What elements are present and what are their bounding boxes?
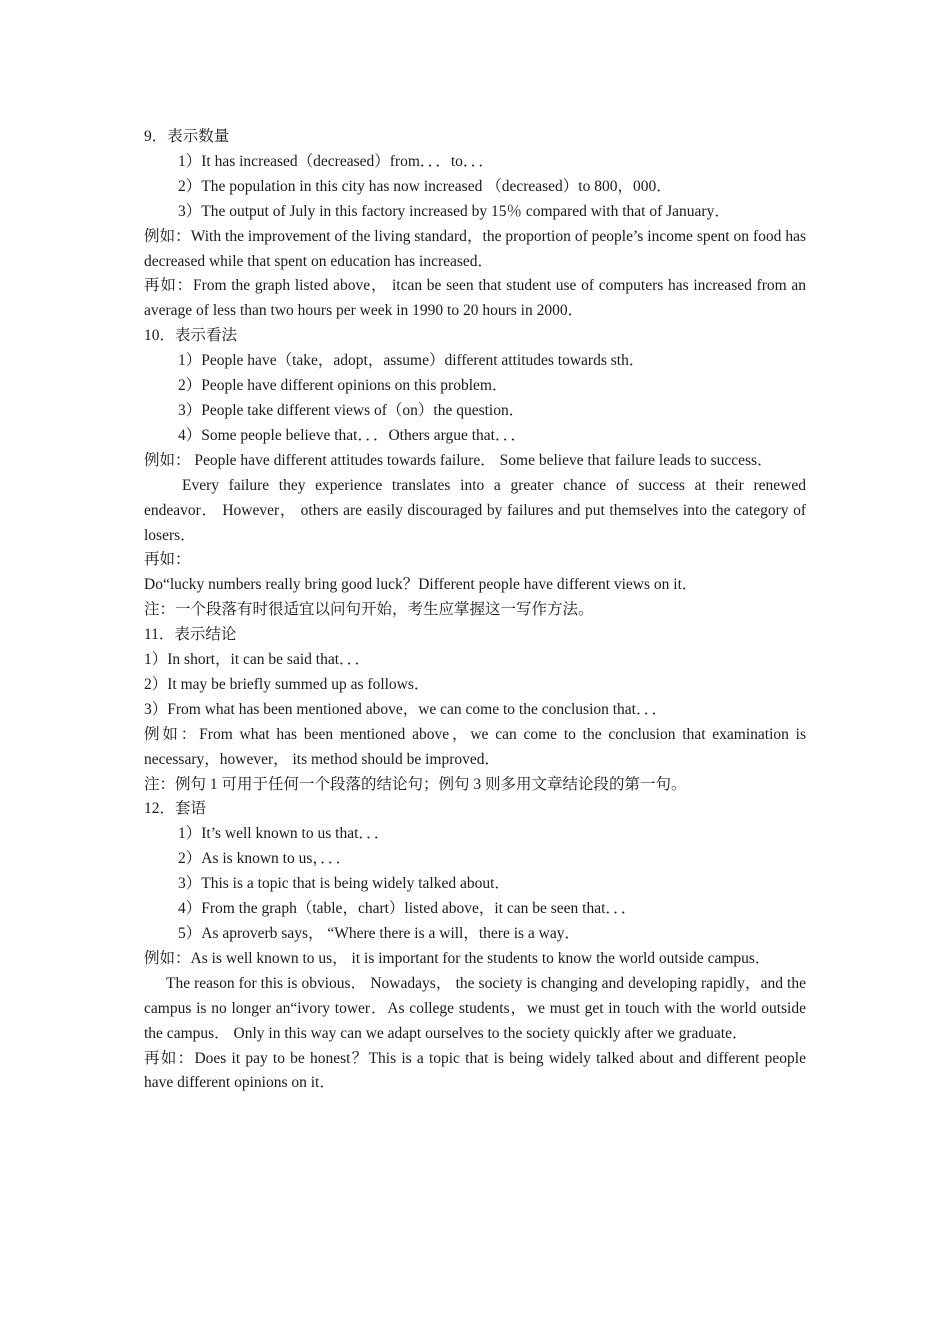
example-paragraph: 例如：As is well known to us， it is important for the students to know the world outside campus． xyxy=(144,949,771,967)
example-paragraph: 例如： People have different attitudes towards failure． Some believe that failure leads to success． xyxy=(144,451,773,469)
list-item: 3）From what has been mentioned above，we can come to the conclusion that．．． xyxy=(144,700,667,718)
example-paragraph: 例如：From what has been mentioned above，we can come to the conclusion that examination is necessary，however， its method should be improved． xyxy=(144,725,806,768)
list-item: 1）It’s well known to us that．．． xyxy=(178,825,390,843)
list-item: 2）The population in this city has now increased （decreased）to 800，000． xyxy=(178,177,672,195)
list-item: 1）It has increased（decreased）from．．．to．．． xyxy=(178,152,494,170)
list-item: 3）This is a topic that is being widely talked about． xyxy=(178,875,510,893)
note: 注：一个段落有时很适宜以问句开始，考生应掌握这一写作方法。 xyxy=(144,601,594,619)
example-continuation: The reason for this is obvious． Nowadays， the society is changing and developing rapidly，and the campus is no longer an“ivory tower．As college students，we must get in touch with the world outside the campus． Only in this way can we adapt ourselves to the society quickly after we graduate． xyxy=(144,974,806,1042)
list-item: 3）The output of July in this factory increased by 15％ compared with that of January． xyxy=(178,202,730,220)
section-heading-9: 9．表示数量 xyxy=(144,128,230,145)
list-item: 2）It may be briefly summed up as follows． xyxy=(144,675,430,693)
section-heading-11: 11．表示结论 xyxy=(144,626,237,644)
example-paragraph: 再如：From the graph listed above， itcan be seen that student use of computers has increased from an average of less than two hours per week in 1990 to 20 hours in 2000． xyxy=(144,277,806,320)
list-item: 2）As is known to us，．．． xyxy=(178,850,352,868)
list-item: 4）From the graph（table，chart）listed above，it can be seen that．．． xyxy=(178,900,637,918)
section-heading-10: 10．表示看法 xyxy=(144,327,238,345)
list-item: 1）In short，it can be said that．．． xyxy=(144,651,370,669)
example-continuation: Every failure they experience translates into a greater chance of success at their renewed endeavor． However， others are easily discouraged by failures and put themselves into the category of losers． xyxy=(144,476,806,544)
example-paragraph: 再如：Does it pay to be honest？This is a topic that is being widely talked about and different people have different opinions on it． xyxy=(144,1049,806,1092)
note: 注：例句 1 可用于任何一个段落的结论句；例句 3 则多用文章结论段的第一句。 xyxy=(144,775,687,793)
list-item: 3）People take different views of（on）the question． xyxy=(178,401,525,419)
list-item: 5）As aproverb says， “Where there is a will，there is a way． xyxy=(178,925,581,942)
document-page xyxy=(144,125,806,1096)
example-label: 再如： xyxy=(144,551,191,569)
example-paragraph: 例如：With the improvement of the living standard，the proportion of people’s income spent on food has decreased while that spent on education has increased． xyxy=(144,227,806,270)
section-heading-12: 12．套语 xyxy=(144,800,207,818)
list-item: 1）People have（take，adopt，assume）different attitudes towards sth． xyxy=(178,352,645,370)
list-item: 4）Some people believe that．．．Others argue that．．． xyxy=(178,426,526,444)
example-paragraph: Do“lucky numbers really bring good luck？Different people have different views on it． xyxy=(144,576,698,594)
list-item: 2）People have different opinions on this problem． xyxy=(178,377,508,395)
